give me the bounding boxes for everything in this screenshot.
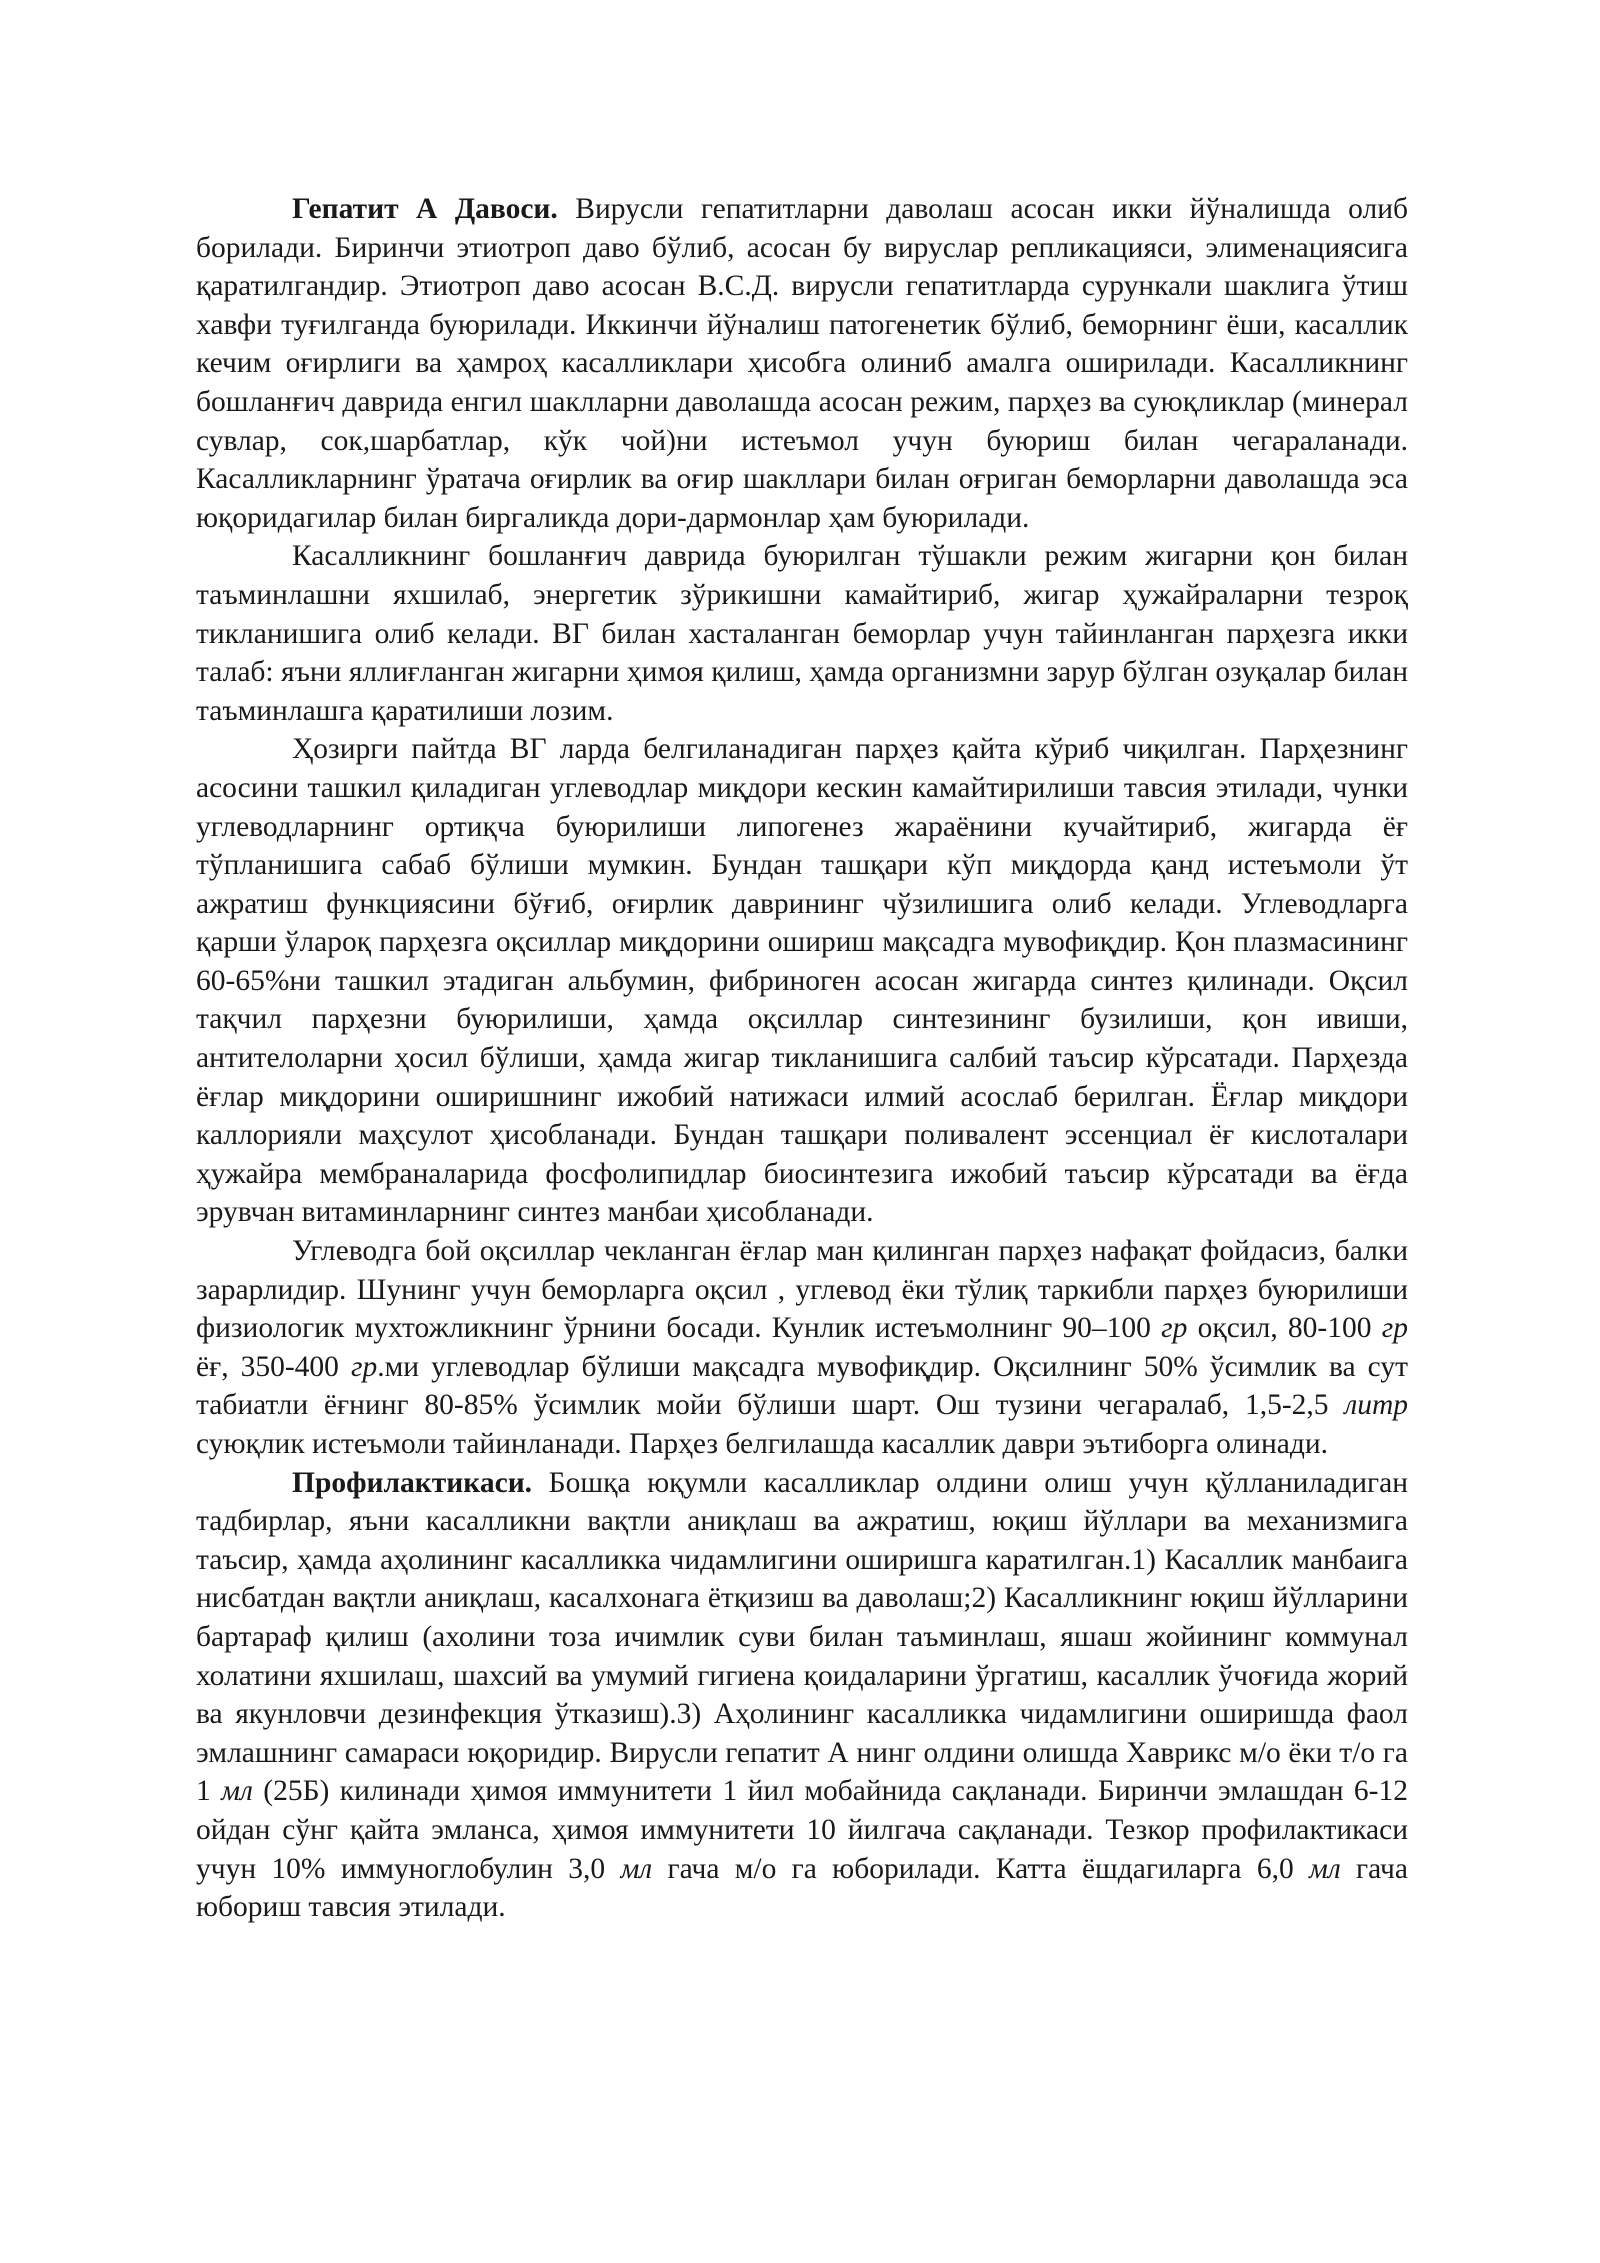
unit-ml: мл xyxy=(221,1775,253,1808)
paragraph-nutrition-amounts xyxy=(196,1232,1408,1464)
paragraph-diet xyxy=(196,730,1408,1232)
paragraph-text: Бошқа юқумли касалликлар олдини олиш учун қўлланиладиган тадбирлар, яъни касалликни вақтли аниқлаш ва ажратиш, юқиш йўллари ва механизмига таъсир, ҳамда аҳолининг касалликка чидамлигини оширишга каратилган.1) Касаллик манбаига нисбатдан вақтли аниқлаш, касалхонага ётқизиш ва даволаш;2) Касалликнинг юқиш йўлларини бартараф қилиш (ахолини тоза ичимлик суви билан таъминлаш, яшаш жойининг коммунал холатини яхшилаш, шахсий ва умумий гигиена қоидаларини ўргатиш, касаллик ўчоғида жорий ва якунловчи дезинфекция ўтказиш).3) Аҳолининг касалликка чидамлигини оширишда фаол эмлашнинг самараси юқоридир. Вирусли гепатит А нинг олдини олишда Хаврикс м/о ёки т/о га 1 xyxy=(196,1466,1408,1808)
unit-liters: литр xyxy=(1344,1389,1408,1422)
paragraph-text: ёғ, 350-400 xyxy=(196,1350,351,1383)
unit-grams: гр xyxy=(1161,1312,1188,1345)
paragraph-text: .ми углеводлар бўлиши мақсадга мувофиқдир. Оқсилнинг 50% ўсимлик ва сут табиатли ёғнинг 80-85% ўсимлик мойи бўлиши шарт. Ош тузини чегаралаб, 1,5-2,5 xyxy=(196,1350,1408,1422)
paragraph-text: Ҳозирги пайтда ВГ ларда белгиланадиган парҳез қайта кўриб чиқилган. Парҳезнинг асосини ташкил қиладиган углеводлар миқдори кескин камайтирилиши тавсия этилади, чунки углеводларнинг ортиқча буюрилиши липогенез жараёнини кучайтириб, жигарда ёғ тўпланишига сабаб бўлиши мумкин. Бундан ташқари кўп миқдорда қанд истеъмоли ўт ажратиш функциясини бўғиб, оғирлик даврининг чўзилишига олиб келади. Углеводларга қарши ўлароқ парҳезга оқсиллар миқдорини ошириш мақсадга мувофиқдир. Қон плазмасининг 60-65%ни ташкил этадиган альбумин, фибриноген асосан жигарда синтез қилинади. Оқсил тақчил парҳезни буюрилиши, ҳамда оқсиллар синтезининг бузилиши, қон ивиши, антителоларни ҳосил бўлиши, ҳамда жигар тикланишига салбий таъсир кўрсатади. Парҳезда ёғлар миқдорини оширишнинг ижобий натижаси илмий асослаб берилган. Ёғлар миқдори каллорияли маҳсулот ҳисобланади. Бундан ташқари поливалент эссенциал ёғ кислоталари ҳужайра мембраналарида фосфолипидлар биосинтезига ижобий таъсир кўрсатади ва ёғда эрувчан витаминларнинг синтез манбаи ҳисобланади. xyxy=(196,733,1408,1229)
unit-grams: гр xyxy=(350,1350,378,1383)
document-body xyxy=(196,190,1408,1927)
paragraph-text: Углеводга бой оқсиллар чекланган ёғлар ман қилинган парҳез нафақат фойдасиз, балки зарарлидир. Шунинг учун беморларга оқсил , углевод ёки тўлиқ таркибли парҳез буюрилиши физиологик мухтожликнинг ўрнини босади. Кунлик истеъмолнинг 90–100 xyxy=(196,1235,1408,1345)
paragraph-text: суюқлик истеъмоли тайинланади. Парҳез белгилашда касаллик даври эътиборга олинади. xyxy=(196,1428,1328,1460)
paragraph-text: гача м/о га юборилади. Катта ёшдагиларга 6,0 xyxy=(652,1852,1310,1885)
unit-grams: гр xyxy=(1381,1312,1408,1345)
paragraph-prophylaxis xyxy=(196,1464,1408,1927)
paragraph-treatment xyxy=(196,190,1408,537)
unit-ml: мл xyxy=(1309,1852,1341,1885)
heading-hepatitis-a-treatment: Гепатит А Давоси. xyxy=(292,193,558,225)
paragraph-text: Касалликнинг бошланғич даврида буюрилган тўшакли режим жигарни қон билан таъминлашни яхшилаб, энергетик зўрикишни камайтириб, жигар ҳужайраларни тезроқ тикланишига олиб келади. ВГ билан хасталанган беморлар учун тайинланган парҳезга икки талаб: яъни яллиғланган жигарни ҳимоя қилиш, ҳамда организмни зарур бўлган озуқалар билан таъминлашга қаратилиши лозим. xyxy=(196,540,1408,727)
heading-prophylaxis: Профилактикаси. xyxy=(292,1466,533,1499)
paragraph-text: Вирусли гепатитларни даволаш асосан икки йўналишда олиб борилади. Биринчи этиотроп даво бўлиб, асосан бу вируслар репликацияси, элименациясига қаратилгандир. Этиотроп даво асосан В.С.Д. вирусли гепатитларда сурункали шаклига ўтиш хавфи туғилганда буюрилади. Иккинчи йўналиш патогенетик бўлиб, беморнинг ёши, касаллик кечим оғирлиги ва ҳамроҳ касалликлари ҳисобга олиниб амалга оширилади. Касалликнинг бошланғич даврида енгил шаклларни даволашда асосан режим, парҳез ва суюқликлар (минерал сувлар, сок,шарбатлар, кўк чой)ни истеъмол учун буюриш билан чегараланади. Касалликларнинг ўратача оғирлик ва оғир шакллари билан оғриган беморларни даволашда эса юқоридагилар билан биргаликда дори-дармонлар ҳам буюрилади. xyxy=(196,193,1409,534)
paragraph-text: оқсил, 80-100 xyxy=(1187,1312,1382,1345)
paragraph-text: гача юбориш тавсия этилади. xyxy=(196,1852,1408,1924)
unit-ml: мл xyxy=(620,1852,653,1885)
paragraph-bed-regime xyxy=(196,537,1408,730)
paragraph-text: (25Б) килинади ҳимоя иммунитети 1 йил мобайнида сақланади. Биринчи эмлашдан 6-12 ойдан сўнг қайта эмланса, ҳимоя иммунитети 10 йилгача сақланади. Тезкор профилактикаси учун 10% иммуноглобулин 3,0 xyxy=(196,1775,1408,1885)
